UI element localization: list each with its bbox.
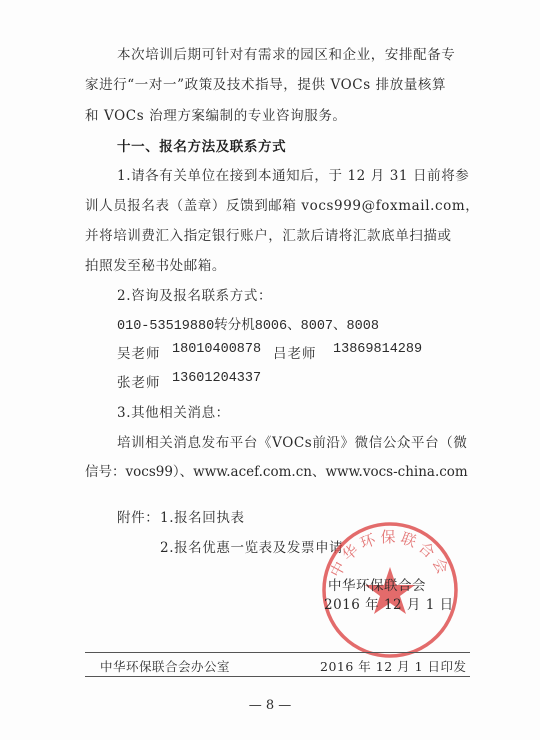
svg-text:中华环保联合会: 中华环保联合会 bbox=[326, 528, 454, 581]
contact-name: 吕老师 bbox=[273, 346, 317, 362]
item3-line-1: 培训相关消息发布平台《VOCs前沿》微信公众平台（微 bbox=[117, 435, 468, 451]
item1-line-2: 训人员报名表（盖章）反馈到邮箱 vocs999@foxmail.com， bbox=[85, 198, 480, 214]
page-number: — 8 — bbox=[248, 698, 292, 713]
footer-printed-date: 2016 年 12 月 1 日印发 bbox=[320, 659, 467, 674]
intro-line-1: 本次培训后期可针对有需求的园区和企业，安排配备专 bbox=[117, 47, 456, 63]
footer-rule-top bbox=[85, 652, 470, 653]
item1-line-3: 并将培训费汇入指定银行账户，汇款后请将汇款底单扫描或 bbox=[85, 228, 452, 244]
footer-rule-bottom bbox=[85, 676, 470, 677]
contact-phone: 18010400878 bbox=[172, 342, 262, 357]
item1-line-1: 1.请各有关单位在接到本通知后，于 12 月 31 日前将参 bbox=[117, 168, 470, 184]
signature-date: 2016 年 12 月 1 日 bbox=[324, 597, 454, 613]
main-phone: 010-53519880转分机8006、8007、8008 bbox=[117, 319, 379, 334]
contact-phone: 13869814289 bbox=[333, 342, 423, 357]
attachment-item-1: 1.报名回执表 bbox=[160, 510, 245, 526]
footer-office: 中华环保联合会办公室 bbox=[100, 659, 231, 674]
contact-name: 张老师 bbox=[117, 375, 161, 391]
intro-line-3: 和 VOCs 治理方案编制的专业咨询服务。 bbox=[85, 108, 347, 124]
signature-org: 中华环保联合会 bbox=[328, 578, 426, 594]
item3-line-2: 信号：vocs99）、www.acef.com.cn、www.vocs-china.com bbox=[85, 464, 468, 480]
item3-title: 3.其他相关消息： bbox=[117, 405, 230, 421]
section-heading: 十一、报名方法及联系方式 bbox=[117, 139, 287, 155]
attachment-item-2: 2.报名优惠一览表及发票申请 bbox=[160, 540, 344, 556]
contact-phone: 13601204337 bbox=[172, 371, 262, 386]
item2-title: 2.咨询及报名联系方式： bbox=[117, 288, 273, 304]
attachments-label: 附件： bbox=[117, 510, 160, 526]
intro-line-2: 家进行“一对一”政策及技术指导，提供 VOCs 排放量核算 bbox=[85, 77, 447, 93]
item1-line-4: 拍照发至秘书处邮箱。 bbox=[85, 258, 226, 274]
contact-name: 吴老师 bbox=[117, 346, 161, 362]
